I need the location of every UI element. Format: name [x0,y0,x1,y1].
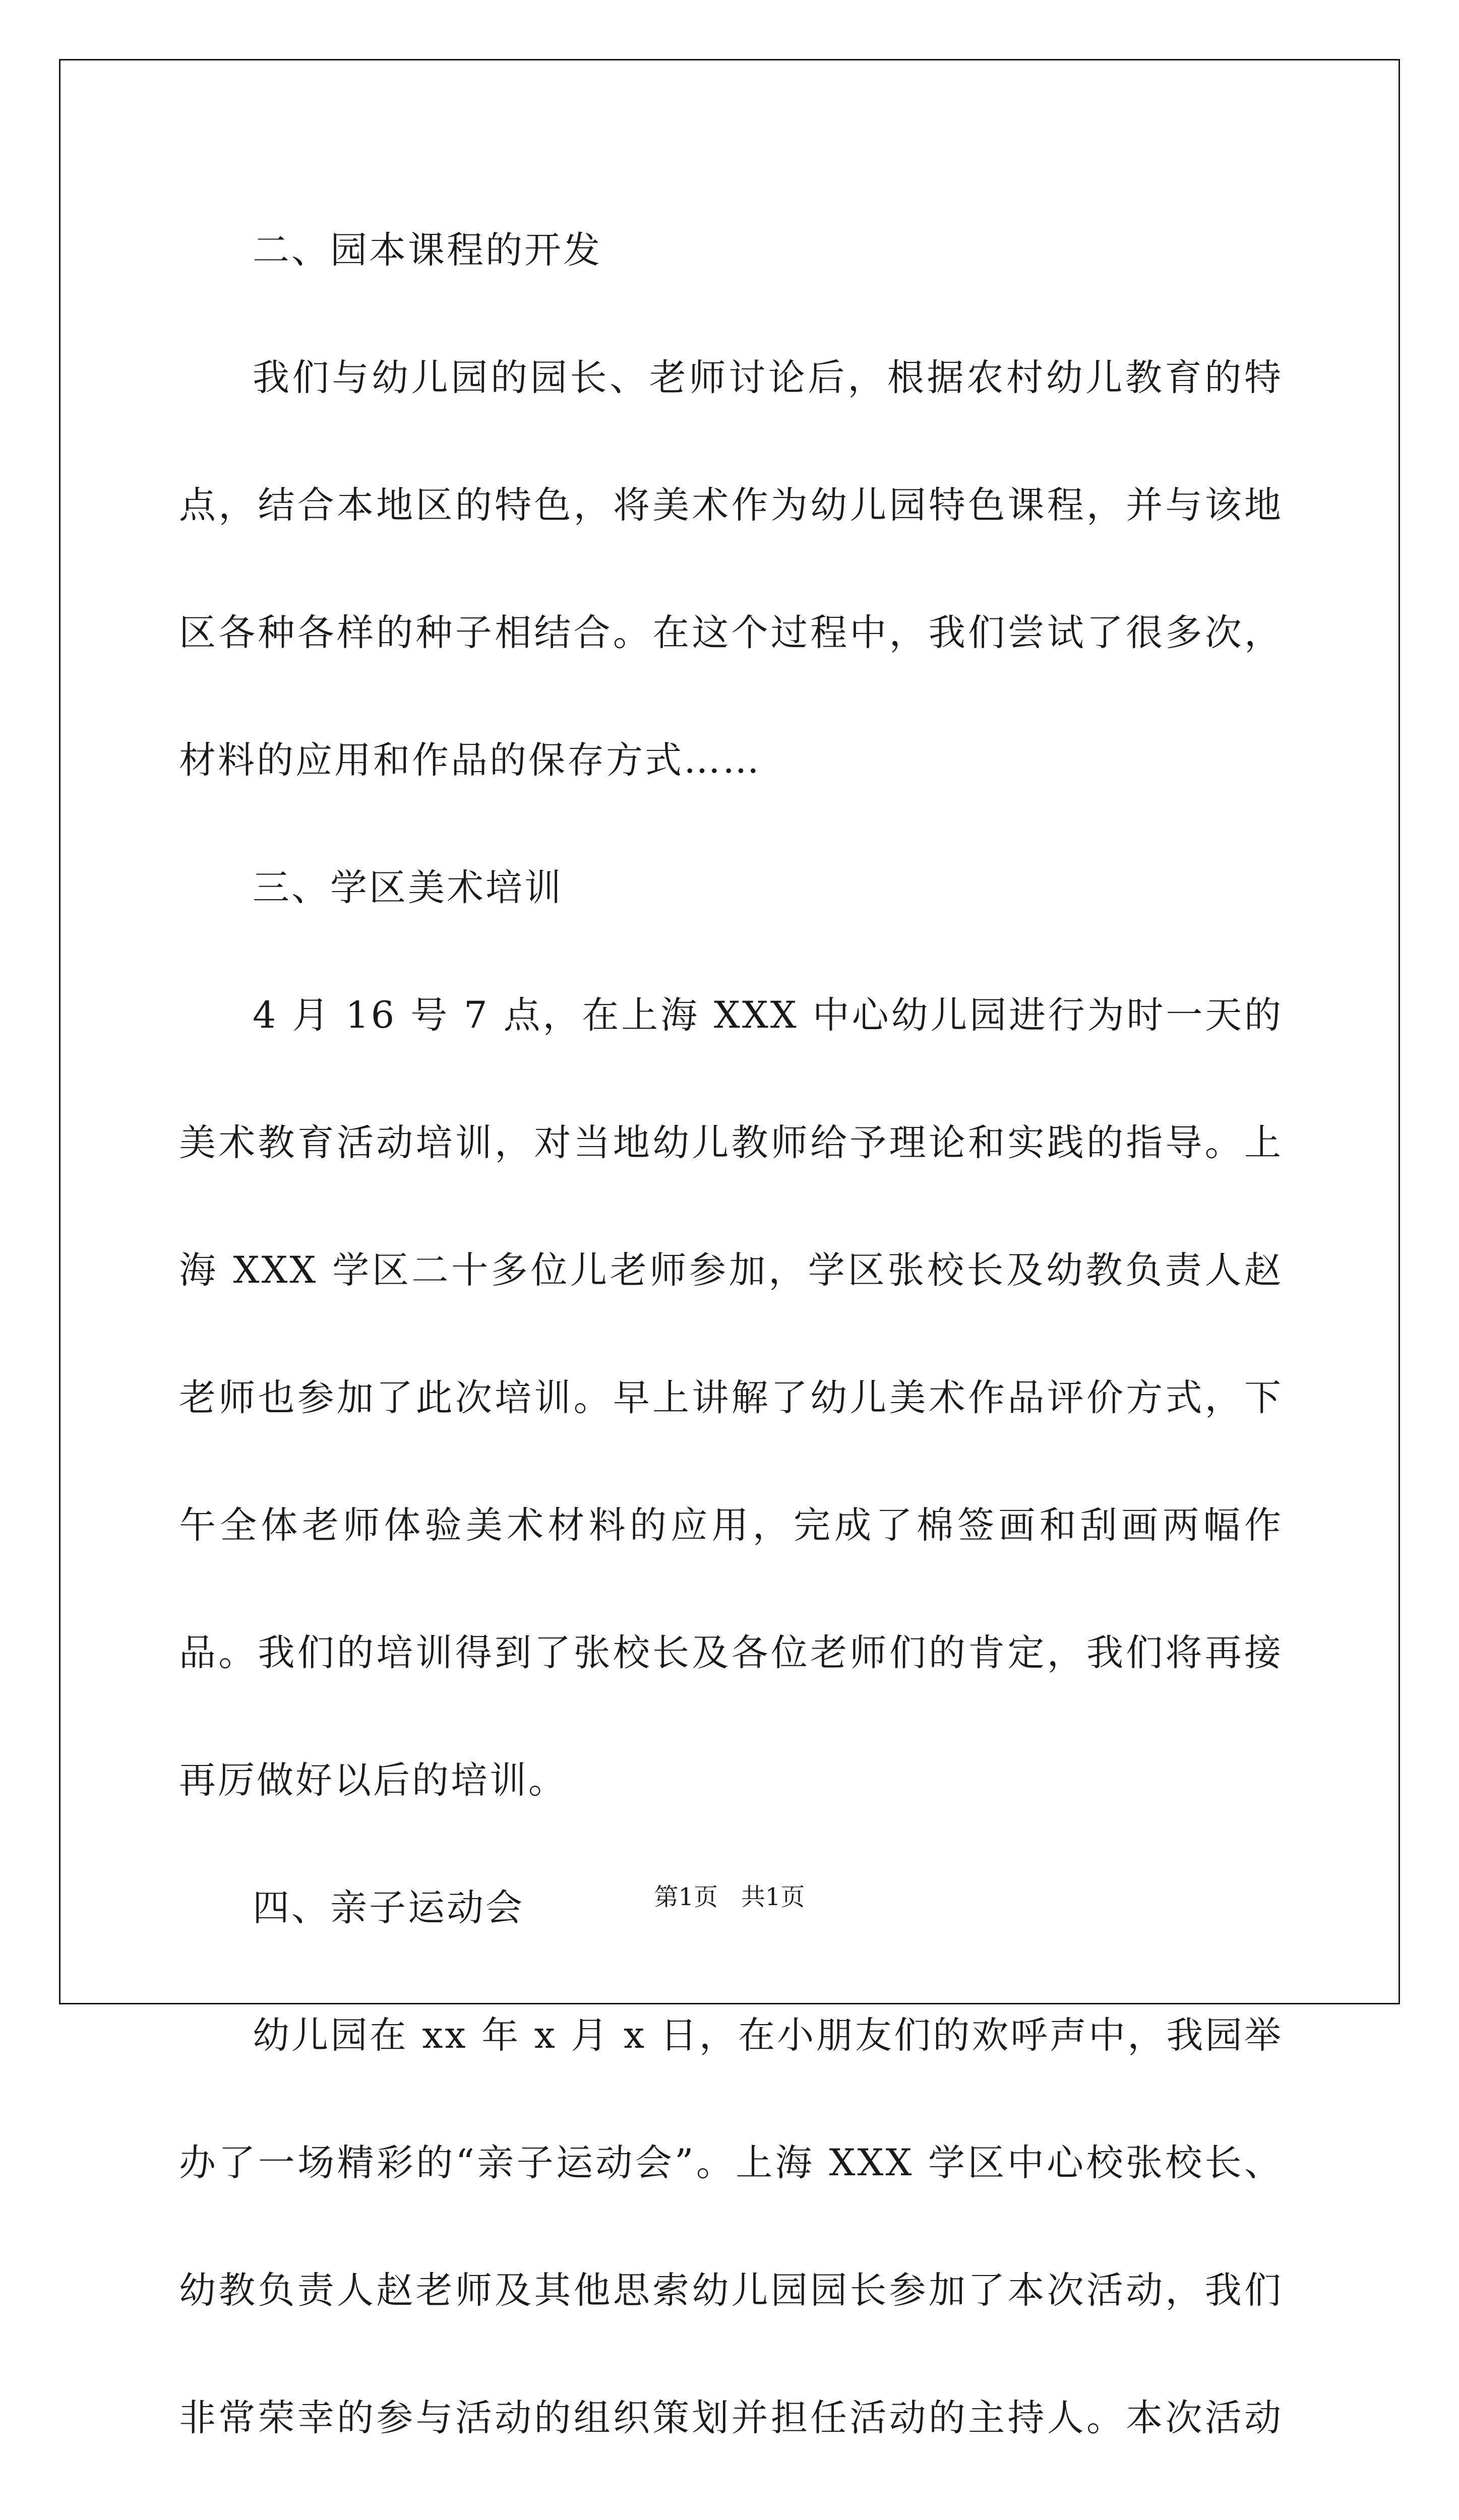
section-paragraph: 幼儿园在 xx 年 x 月 x 日，在小朋友们的欢呼声中，我园举办了一场精彩的“亲子运动会”。上海 XXX 学区中心校张校长、幼教负责人赵老师及其他思索幼儿园园长参加了本次活动，我们非常荣幸的参与活动的组织策划并担任活动的主持人。本次活动 [179,2014,1283,2439]
page-footer [0,1877,1459,1912]
section-heading: 三、学区美术培训 [253,866,563,909]
section-heading: 四、亲子运动会 [253,1886,524,1929]
section-paragraph: 4 月 16 号 7 点，在上海 XXX 中心幼儿园进行为时一天的美术教育活动培训，对当地幼儿教师给予理论和实践的指导。上海 XXX 学区二十多位儿老师参加，学区张校长及幼教负责人赵老师也参加了此次培训。早上讲解了幼儿美术作品评价方式，下午全体老师体验美术材料的应用，完成了棉签画和刮画两幅作品。我们的培训得到了张校长及各位老师们的肯定，我们将再接再厉做好以后的培训。 [179,994,1283,1802]
page-number: 第1页 [654,1883,718,1911]
section-paragraph: 我们与幼儿园的园长、老师讨论后，根据农村幼儿教育的特点，结合本地区的特色，将美术作为幼儿园特色课程，并与该地区各种各样的种子相结合。在这个过程中，我们尝试了很多次，材料的应用和作品的保存方式…… [179,356,1283,782]
section-heading: 二、园本课程的开发 [253,229,602,272]
document-body [179,186,1283,2520]
page-total: 共1页 [741,1883,805,1911]
